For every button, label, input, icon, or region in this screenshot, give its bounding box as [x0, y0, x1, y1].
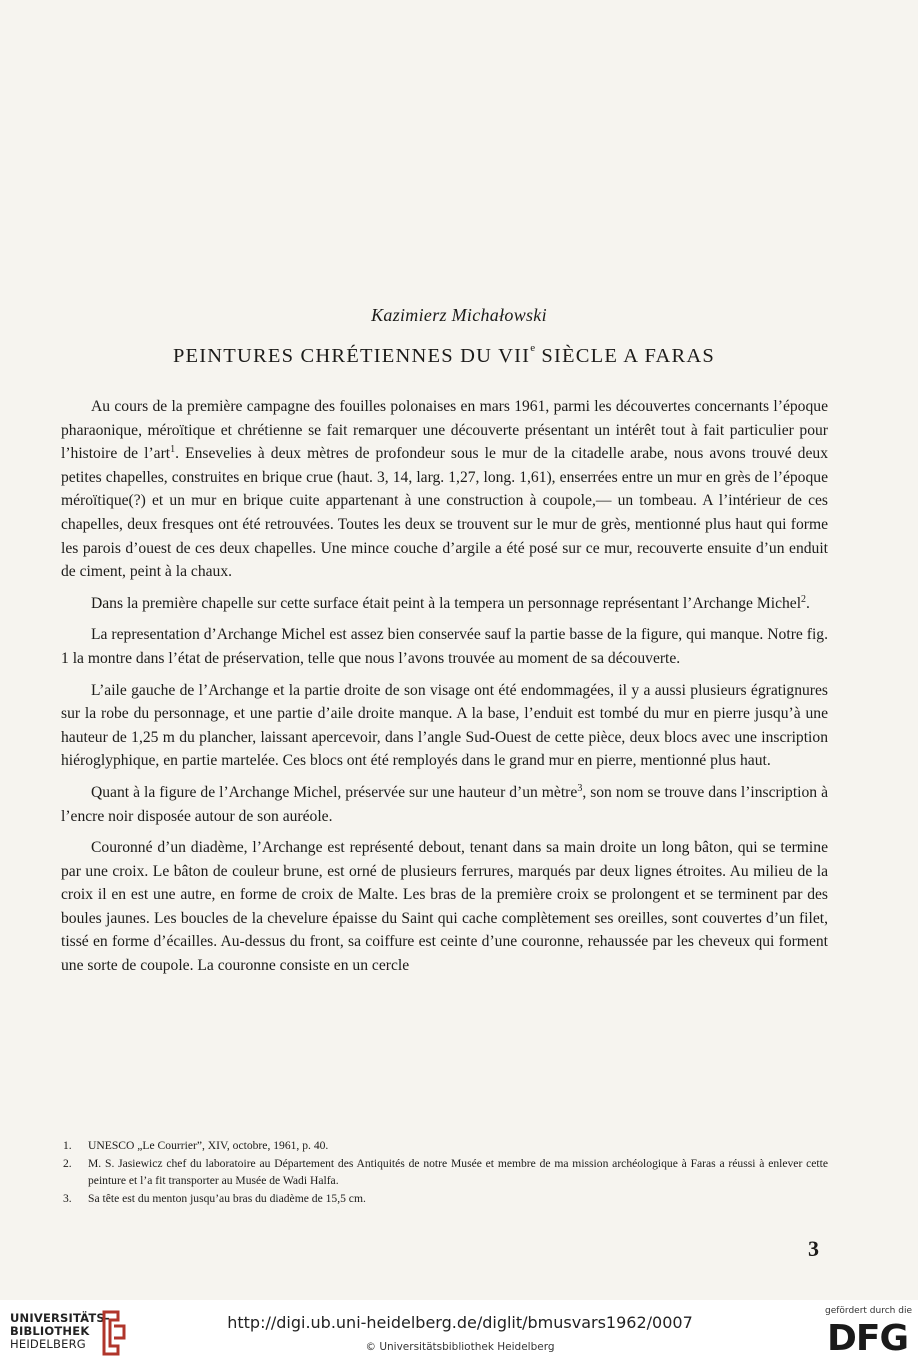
- body-paragraph: [61, 623, 828, 670]
- footnote-number: 2.: [63, 1156, 72, 1170]
- library-name-line1: UNIVERSITÄTS-: [10, 1311, 110, 1325]
- footnote-text: M. S. Jasiewicz chef du laboratoire au Département des Antiquités de notre Musée et membre de ma mission archéologique à Faras a réussi à enlever cette peinture et l’a fit transporter au Musée de Wadi Halfa.: [88, 1156, 828, 1187]
- body-paragraph: [61, 592, 828, 616]
- paragraph-text: Dans la première chapelle sur cette surface était peint à la tempera un personnage représentant l’Archange Michel: [91, 594, 802, 612]
- page-number: 3: [808, 1236, 819, 1261]
- paragraph-text: .: [806, 594, 810, 612]
- article-body: [61, 395, 828, 986]
- footnotes: [61, 1137, 828, 1207]
- footnote-item: [61, 1155, 828, 1190]
- paragraph-text: Couronné d’un diadème, l’Archange est représenté debout, tenant dans sa main droite un long bâton, qui se termine par une croix. Le bâton de couleur brune, est orné de plusieurs ferrures, marqués par deux lignes étroites. Au milieu de la croix il en est une autre, en forme de croix de Malte. Les bras de la première croix se prolongent et se terminent par des boules jaunes. Les boucles de la chevelure épaisse du Saint qui cache complètement ses oreilles, sont couvertes d’un filet, tissé en forme d’écailles. Au-dessus du front, sa coiffure est ceinte d’une couronne, rehaussée par les cheveux qui forment une sorte de coupole. La couronne consiste en un cercle: [61, 839, 828, 975]
- title-superscript: e: [530, 342, 536, 354]
- library-logo[interactable]: [10, 1312, 110, 1351]
- dfg-caption: gefördert durch die: [825, 1306, 912, 1316]
- footnote-ref: 1: [170, 444, 176, 455]
- footnote-item: [61, 1190, 828, 1208]
- dfg-logo[interactable]: DFG: [826, 1318, 908, 1359]
- footnote-ref: 2: [801, 593, 807, 605]
- footnote-text: UNESCO „Le Courrier”, XIV, octobre, 1961, p. 40.: [88, 1139, 329, 1152]
- footnote-item: [61, 1137, 828, 1155]
- footnote-number: 3.: [63, 1191, 72, 1205]
- article-author: Kazimierz Michałowski: [371, 305, 547, 325]
- library-name-line2: BIBLIOTHEK: [10, 1324, 90, 1338]
- footnote-number: 1.: [63, 1139, 72, 1152]
- document-url-link[interactable]: http://digi.ub.uni-heidelberg.de/diglit/bmusvars1962/0007: [227, 1313, 693, 1332]
- copyright-notice: © Universitätsbibliothek Heidelberg: [365, 1341, 555, 1353]
- paragraph-text: Quant à la figure de l’Archange Michel, préservée sur une hauteur d’un mètre: [91, 783, 578, 801]
- article-title: [0, 342, 888, 368]
- paragraph-text: , son nom se trouve dans l’inscription à l’encre noir disposée autour de son auréole.: [61, 783, 828, 825]
- body-paragraph: [61, 781, 828, 828]
- body-paragraph: [61, 679, 828, 773]
- paragraph-text: Au cours de la première campagne des fouilles polonaises en mars 1961, parmi les découvertes concernants l’époque pharaonique, méroïtique et chrétienne se fait remarquer une découverte présentant un intérêt tout à fait particulier pour l’histoire de l’art: [61, 398, 828, 463]
- body-paragraph: [61, 836, 828, 978]
- paragraph-text: La representation d’Archange Michel est assez bien conservée sauf la partie basse de la figure, qui manque. Notre fig. 1 la montre dans l’état de préservation, telle que nous l’avons trouvée au moment de sa découverte.: [61, 626, 828, 667]
- footnote-text: Sa tête est du menton jusqu’au bras du diadème de 15,5 cm.: [88, 1191, 366, 1205]
- footnote-ref: 3: [577, 782, 583, 794]
- title-rest: SIÈCLE A FARAS: [535, 345, 716, 367]
- body-paragraph: [61, 395, 828, 584]
- paragraph-text: . Ensevelies à deux mètres de profondeur sous le mur de la citadelle arabe, nous avons trouvé deux petites chapelles, construites en brique crue (haut. 3, 14, larg. 1,27, long. 1,61), enserrées entre un mur en grès de l’époque méroïtique(?) et un mur en brique cuite appartenant à une construction à coupole,— un tombeau. A l’intérieur de ces chapelles, deux fresques ont été retrouvées. Toutes les deux se trouvent sur le mur de grès, mentionné plus haut qui forme les parois d’ouest de ces deux chapelles. Une mince couche d’argile a été posé sur ce mur, recouverte ensuite d’un enduit de ciment, peint à la chaux.: [61, 445, 828, 581]
- library-emblem-icon: [98, 1306, 128, 1358]
- library-name-line3: HEIDELBERG: [10, 1337, 86, 1351]
- viewer-footer: [0, 1300, 918, 1365]
- paragraph-text: L’aile gauche de l’Archange et la partie droite de son visage ont été endommagées, il y a aussi plusieurs égratignures sur la robe du personnage, et une partie d’aile droite manque. A la base, l’enduit est tombé du mur en pierre jusqu’à une hauteur de 1,25 m du plancher, laissant apercevoir, dans l’angle Sud-Ouest de cette pièce, deux blocs avec une inscription hiéroglyphique, en partie martelée. Ces blocs ont été remployés dans le grand mur en pierre, mentionné plus haut.: [61, 681, 828, 770]
- title-main: PEINTURES CHRÉTIENNES DU VII: [172, 345, 531, 367]
